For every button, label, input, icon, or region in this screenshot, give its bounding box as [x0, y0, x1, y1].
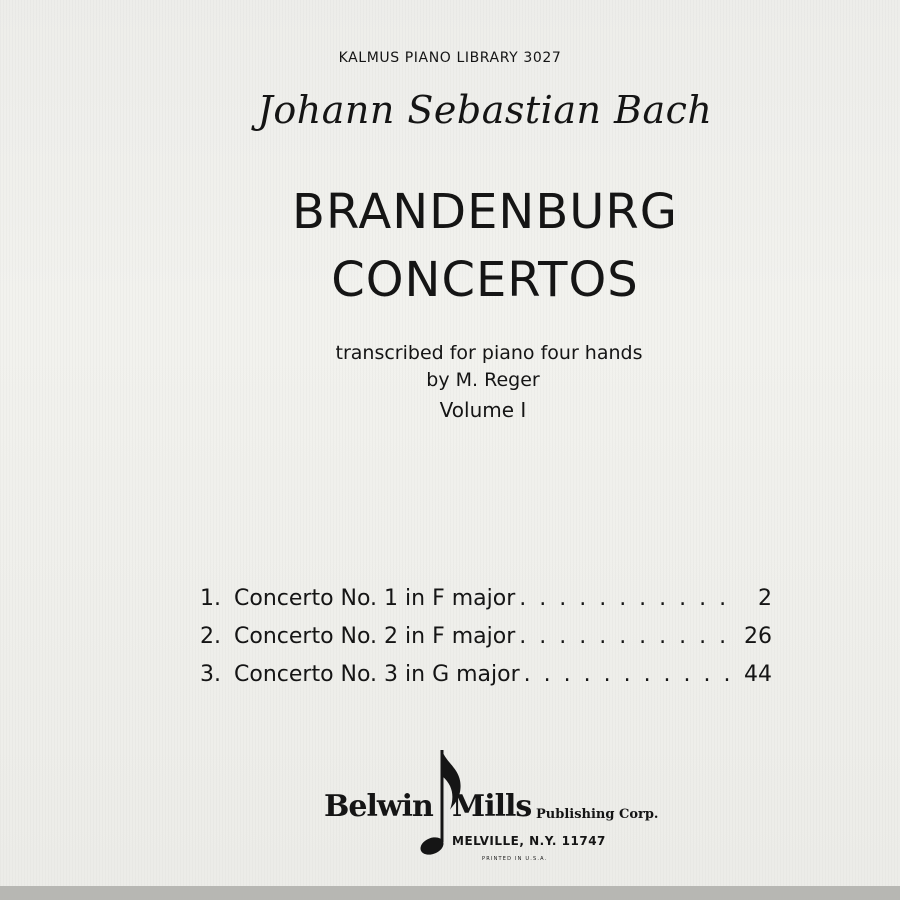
- publisher-name-part-2: Mills: [452, 789, 532, 824]
- publisher-logo: [318, 746, 678, 866]
- series-label: KALMUS PIANO LIBRARY 3027: [338, 50, 562, 66]
- table-of-contents: [200, 586, 772, 700]
- composer-name: Johann Sebastian Bach: [257, 88, 713, 132]
- toc-page: 2: [758, 586, 772, 611]
- toc-number: 2.: [200, 624, 221, 649]
- toc-row: [200, 586, 772, 624]
- toc-title: Concerto No. 1 in F major: [234, 586, 516, 611]
- toc-row: [200, 662, 772, 700]
- toc-leader: [524, 662, 740, 687]
- toc-page: 26: [744, 624, 772, 649]
- toc-number: 3.: [200, 662, 221, 687]
- toc-page: 44: [744, 662, 772, 687]
- page-bottom-edge: [0, 886, 900, 900]
- volume-label: Volume I: [439, 398, 527, 422]
- subtitle-line-1: transcribed for piano four hands: [335, 342, 643, 364]
- title-line-1: BRANDENBURG: [292, 184, 678, 240]
- subtitle-line-2: by M. Reger: [426, 369, 540, 391]
- toc-title: Concerto No. 2 in F major: [234, 624, 516, 649]
- toc-leader: [519, 586, 740, 611]
- toc-row: [200, 624, 772, 662]
- toc-number: 1.: [200, 586, 221, 611]
- toc-title: Concerto No. 3 in G major: [234, 662, 520, 687]
- toc-leader: [519, 624, 740, 649]
- printed-in-label: PRINTED IN U.S.A.: [482, 856, 548, 862]
- title-line-2: CONCERTOS: [331, 252, 639, 308]
- publisher-suffix: Publishing Corp.: [536, 807, 659, 822]
- publisher-name-part-1: Belwin: [324, 789, 433, 824]
- publisher-address: MELVILLE, N.Y. 11747: [452, 834, 606, 848]
